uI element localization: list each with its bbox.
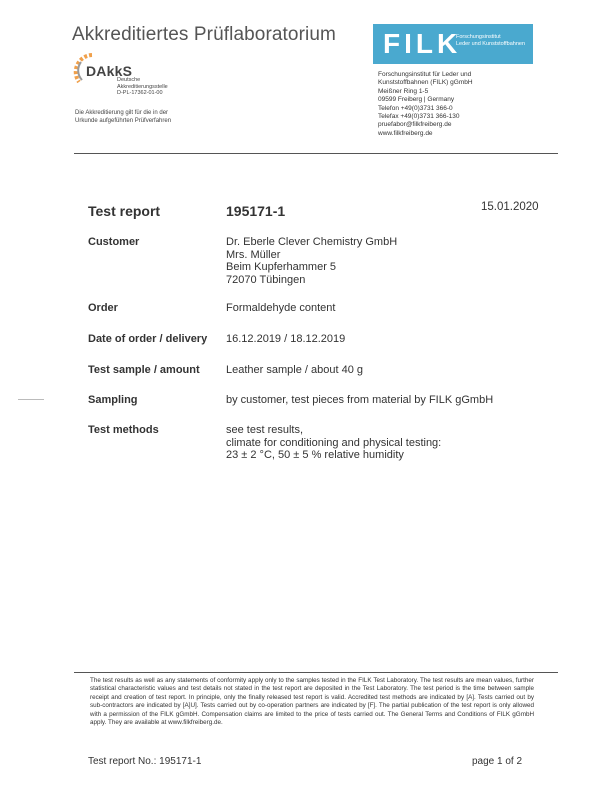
order-label: Order [88,302,118,314]
filk-sub-line: Forschungsinstitut [456,34,501,40]
lab-address [378,71,473,138]
sample-label: Test sample / amount [88,364,200,376]
dakks-line: Deutsche [117,77,141,83]
address-email[interactable]: pruefabor@filkfreiberg.de [378,121,452,129]
accreditation-note-line: Die Akkreditierung gilt für die in der [75,110,169,116]
customer-line: Dr. Eberle Clever Chemistry GmbH [226,236,398,248]
address-fax: Telefax +49(0)3731 366-130 [378,113,460,121]
report-label: Test report [88,203,161,219]
customer-line: Mrs. Müller [226,248,281,261]
sample-value: Leather sample / about 40 g [226,364,363,376]
footer-page-number: page 1 of 2 [472,756,523,767]
dakks-name: DAkkS [86,63,133,79]
sampling-value: by customer, test pieces from material by FILK gGmbH [226,394,494,406]
fold-mark [18,399,44,400]
dakks-line: D-PL-17362-01-00 [117,90,163,96]
customer-line: 72070 Tübingen [226,273,306,286]
date-value: 16.12.2019 / 18.12.2019 [226,333,346,345]
filk-logo-subtitle [456,34,525,48]
customer-label: Customer [88,236,140,248]
footer-report-number: Test report No.: 195171-1 [88,756,202,767]
date-label: Date of order / delivery [88,333,208,345]
methods-label: Test methods [88,424,159,436]
accreditation-note [75,109,171,125]
dakks-line: Akkreditierungsstelle [117,83,168,90]
sampling-label: Sampling [88,394,138,406]
address-line: Kunststoffbahnen (FILK) gGmbH [378,79,473,87]
lab-title: Akkreditiertes Prüflaboratorium [72,24,336,45]
methods-line: see test results, [226,424,304,436]
methods-value [226,424,441,462]
dakks-details [117,77,168,97]
disclaimer-text: The test results as well as any statements of conformity apply only to the samples tested in the FILK Test Laboratory. The test results are mean values, further statistical characteristic values and test details not stated in the test report are deposited in the Test Laboratory. The test period is the time between sample receipt and creation of test report. In principle, only the finally released test report is valid. Accredited test methods are indicated by [A]. Tests carried out by sub-contractors are indicated by [A]U]. Tests carried out by co-operation partners are indicated by [F]. The partial publication of the test report is only allowed with a permission of the FILK gGmbH. Compensation claims are limited to the price of tests carried out. The General Terms and Conditions of FILK gGmbH apply. They are available at www.filkfreiberg.de. [90,677,534,727]
filk-sub-line: Leder und Kunststoffbahnen [456,41,526,47]
filk-logo-text: FILK [383,28,462,59]
order-value: Formaldehyde content [226,302,336,314]
filk-logo [373,24,533,64]
address-website[interactable]: www.filkfreiberg.de [378,129,433,137]
customer-line: Beim Kupferhammer 5 [226,261,337,273]
address-line: Meißner Ring 1-5 [378,87,429,95]
address-phone: Telefon +49(0)3731 366-0 [378,104,453,112]
address-line: Forschungsinstitut für Leder und [378,71,472,78]
customer-value [226,236,397,286]
accreditation-note-line: Urkunde aufgeführten Prüfverfahren [75,118,172,124]
methods-line: climate for conditioning and physical testing: [226,436,442,449]
header-divider [74,153,558,154]
report-date: 15.01.2020 [481,201,539,213]
methods-line: 23 ± 2 °C, 50 ± 5 % relative humidity [226,449,404,461]
report-number: 195171-1 [226,203,286,219]
disclaimer-divider [74,672,558,673]
address-line: 09599 Freiberg | Germany [378,96,455,104]
